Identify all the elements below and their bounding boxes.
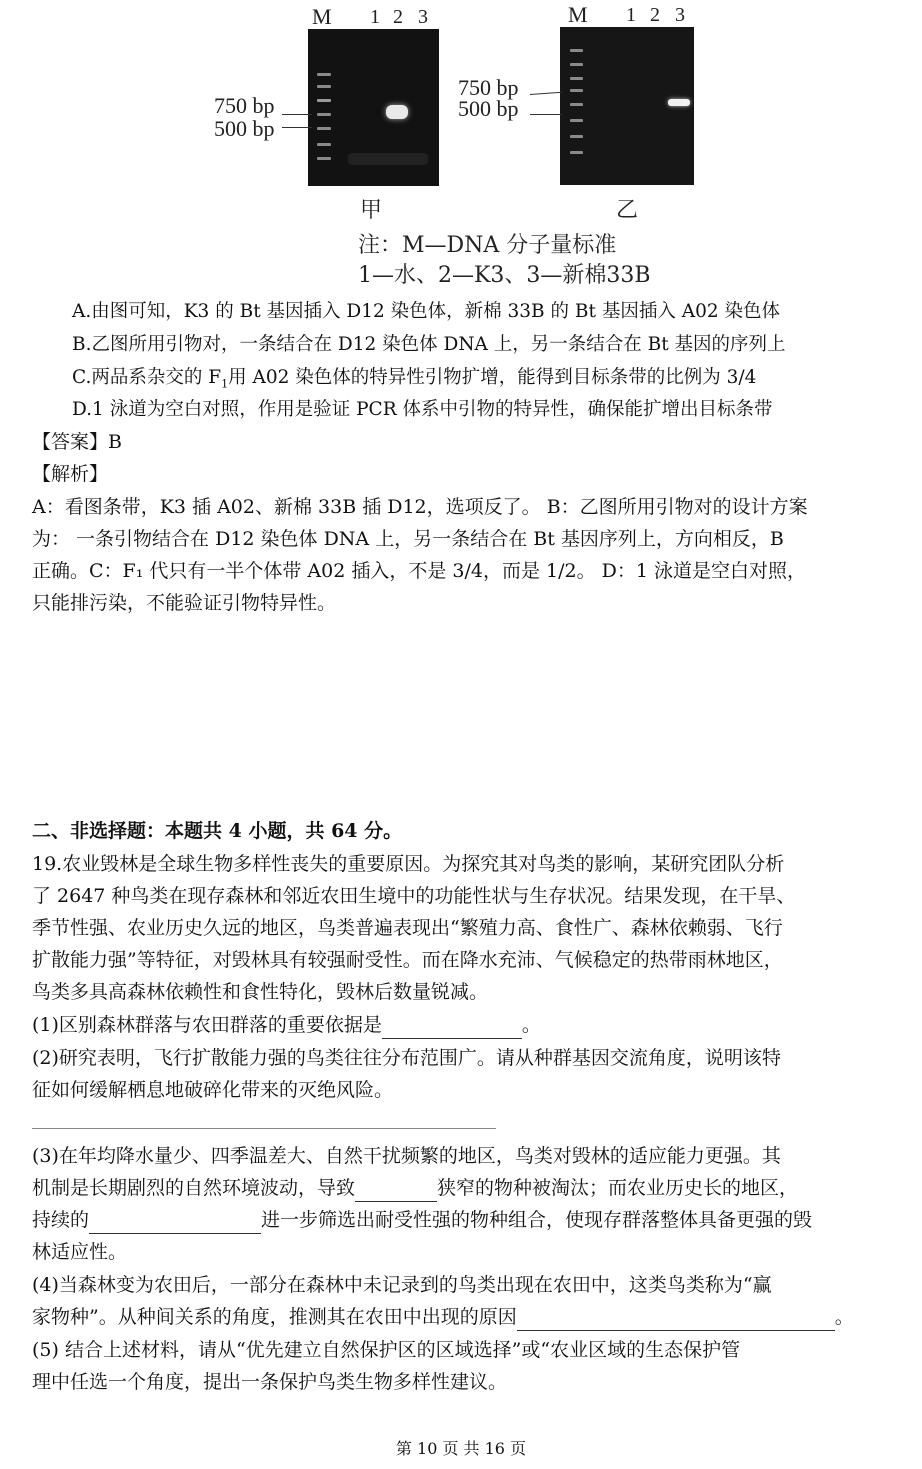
marker-leader	[282, 127, 312, 128]
q19-stem-line: 扩散能力强”等特征，对毁林具有较强耐受性。而在降水充沛、气候稳定的热带雨林地区，	[32, 949, 783, 971]
marker-band	[570, 135, 583, 138]
marker-band	[317, 157, 331, 160]
answer-blank-q3b[interactable]	[89, 1213, 261, 1234]
q19-stem-line: 了 2647 种鸟类在现存森林和邻近农田生境中的功能性状与生存状况。结果发现，在干旱、	[32, 885, 796, 907]
gel-b-band-lane-3	[668, 99, 690, 106]
marker-band	[570, 151, 583, 154]
marker-band	[570, 49, 583, 52]
q19-stem-line: 19.农业毁林是全球生物多样性丧失的重要原因。为探究其对鸟类的影响，某研究团队分析	[32, 853, 785, 875]
question-1: (1)区别森林群落与农田群落的重要依据是 。	[32, 1011, 541, 1039]
lane-label-m: M	[568, 2, 588, 27]
question-2-line: 征如何缓解栖息地破碎化带来的灭绝风险。	[32, 1079, 394, 1101]
marker-band	[317, 85, 331, 88]
analysis-line: 正确。C：F₁ 代只有一半个体带 A02 插入，不是 3/4，而是 1/2。 D：1 泳道是空白对照，	[32, 560, 806, 582]
lane-label-3: 3	[675, 4, 685, 26]
marker-band	[317, 99, 331, 102]
figure-note-2: 1—水、2—K3、3—新棉33B	[358, 263, 651, 288]
gel-a-caption: 甲	[360, 198, 383, 223]
lane-label-2: 2	[393, 6, 403, 28]
marker-label-750: 750 bp	[458, 75, 519, 100]
analysis-line: A：看图条带，K3 插 A02、新棉 33B 插 D12，选项反了。 B：乙图所用引物对的设计方案	[32, 496, 808, 518]
marker-band	[570, 119, 583, 122]
question-4-line: (4)当森林变为农田后，一部分在森林中未记录到的鸟类出现在农田中，这类鸟类称为“赢	[32, 1274, 772, 1296]
option-d: D.1 泳道为空白对照，作用是验证 PCR 体系中引物的特异性，确保能扩增出目标条带	[72, 399, 773, 420]
lane-label-1: 1	[370, 6, 380, 28]
gel-b-image	[560, 27, 694, 185]
marker-band	[570, 77, 583, 80]
analysis-title: 【解析】	[32, 463, 109, 485]
marker-band	[317, 73, 331, 76]
option-a: A.由图可知，K3 的 Bt 基因插入 D12 染色体，新棉 33B 的 Bt 基因插入 A02 染色体	[72, 301, 780, 322]
figure-note-1: 注：M—DNA 分子量标准	[358, 233, 617, 258]
section-title: 二、非选择题：本题共 4 小题，共 64 分。	[32, 820, 403, 842]
question-5-line: (5) 结合上述材料，请从“优先建立自然保护区的区域选择”或“农业区域的生态保护管	[32, 1339, 741, 1361]
question-3-line: 机制是长期剧烈的自然环境波动，导致 狭窄的物种被淘汰；而农业历史长的地区，	[32, 1174, 798, 1202]
lane-label-1: 1	[626, 4, 636, 26]
gel-b-caption: 乙	[616, 198, 639, 223]
answer-blank-q3a[interactable]	[355, 1181, 437, 1202]
question-3-line: 持续的 进一步筛选出耐受性强的物种组合，使现存群落整体具备更强的毁	[32, 1206, 812, 1234]
analysis-line: 只能排污染，不能验证引物特异性。	[32, 592, 337, 614]
question-5-line: 理中任选一个角度，提出一条保护鸟类生物多样性建议。	[32, 1371, 508, 1393]
marker-label-750: 750 bp	[214, 93, 275, 118]
marker-band	[570, 63, 583, 66]
answer-line-q2[interactable]	[32, 1128, 496, 1129]
answer: 【答案】B	[32, 431, 122, 453]
gel-a-primer-smear	[348, 153, 428, 165]
marker-band	[570, 89, 583, 92]
analysis-line: 为： 一条引物结合在 D12 染色体 DNA 上，另一条结合在 Bt 基因序列上，方向相反，B	[32, 528, 784, 550]
option-c: C.两品系杂交的 $F_1$用 A02 染色体的特异性引物扩增，能得到目标条带的比例为 3/4	[72, 367, 757, 391]
marker-band	[317, 143, 331, 146]
marker-band	[317, 127, 331, 130]
marker-label-500: 500 bp	[214, 116, 275, 141]
answer-blank-q4[interactable]	[517, 1310, 835, 1331]
lane-label-m: M	[312, 4, 332, 29]
answer-blank-q1[interactable]	[382, 1018, 522, 1039]
marker-leader	[282, 114, 312, 115]
gel-a-band-lane-2	[386, 105, 408, 119]
marker-leader	[530, 114, 562, 115]
page-footer: 第 10 页 共 16 页	[395, 1439, 527, 1458]
q19-stem-line: 季节性强、农业历史久远的地区，鸟类普遍表现出“繁殖力高、食性广、森林依赖弱、飞行	[32, 917, 783, 939]
marker-label-500: 500 bp	[458, 96, 519, 121]
q19-stem-line: 鸟类多具高森林依赖性和食性特化，毁林后数量锐减。	[32, 981, 489, 1003]
marker-band	[317, 113, 331, 116]
question-2-line: (2)研究表明，飞行扩散能力强的鸟类往往分布范围广。请从种群基因交流角度，说明该特	[32, 1047, 781, 1069]
lane-label-2: 2	[650, 4, 660, 26]
question-3-line: (3)在年均降水量少、四季温差大、自然干扰频繁的地区，鸟类对毁林的适应能力更强。其	[32, 1145, 781, 1167]
question-4-line: 家物种”。从种间关系的角度，推测其在农田中出现的原因 。	[32, 1303, 854, 1331]
marker-band	[570, 103, 583, 106]
marker-leader	[530, 92, 562, 95]
gel-a-image	[308, 29, 439, 186]
option-b: B.乙图所用引物对，一条结合在 D12 染色体 DNA 上，另一条结合在 Bt 基因的序列上	[72, 334, 786, 355]
lane-label-3: 3	[418, 6, 428, 28]
question-3-line: 林适应性。	[32, 1241, 128, 1263]
